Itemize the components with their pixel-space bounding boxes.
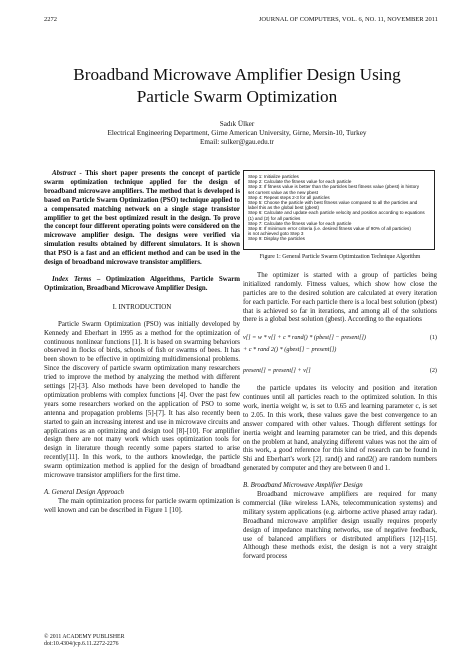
copyright: © 2011 ACADEMY PUBLISHER xyxy=(44,634,125,640)
algorithm-step: Step 6: Calculate and update each particle velocity and position according to equations xyxy=(248,210,425,216)
equation-1-line-2: + c * rand 2() * (gbest[] − present[]) xyxy=(243,346,337,354)
author-block xyxy=(30,120,444,148)
figure-1-algorithm-box xyxy=(243,170,435,250)
equation-1-continued xyxy=(243,346,437,355)
algorithm-step: Step 7: Calculate the fitness value for each particle xyxy=(248,220,352,226)
figure-1-caption: Figure 1: General Particle Swarm Optimization Technique Algorithm xyxy=(259,254,421,260)
author-affiliation: Electrical Engineering Department, Girne American University, Girne, Mersin-10, Turkey xyxy=(107,129,367,138)
algorithm-step: (1) and (2) for all particles xyxy=(248,215,301,221)
section-heading-introduction: I. INTRODUCTION xyxy=(112,302,172,311)
algorithm-step: set current value as the new pbest xyxy=(248,189,318,195)
algorithm-step: Step 8: If minimum error criteria (i.e. desired fitness value of 90% of all particles) xyxy=(248,226,411,232)
author-name: Sadık Ülker xyxy=(219,120,255,128)
title-line-1: Broadband Microwave Amplifier Design Using xyxy=(73,65,401,84)
equation-1-number: (1) xyxy=(429,334,437,342)
equation-1 xyxy=(243,334,437,343)
page-footer xyxy=(44,634,124,648)
abstract-text: - This short paper presents the concept of particle swarm optimization technique applied for the design of broadband microwave amplifiers. The method that is developed is based on Particle Swarm Optimization (PSO) technique applied to a compensated matching network on a single stage transistor amplifier to get the best optimized result in the design. To prove the concept four different operating points were considered on the microwave amplifier design. The designs were verified via simulation results obtained by different simulators. It is shown that PSO is a fast and an efficient method and can be used in the design of broadband microwave transistor amplifiers. xyxy=(44,170,240,267)
algorithm-step: Step 1: Initialize particles xyxy=(248,174,299,179)
algorithm-step: is not achieved goto Step 3 xyxy=(248,231,304,237)
index-terms-text: – Optimization Algorithms, Particle Swarm Optimization, Broadband Microwave Amplifier Design. xyxy=(44,275,240,292)
right-paragraph-2: the particle updates its velocity and position and iteration continues until all particles reach to the optimized solution. In this work, inertia weight w, is set to 0.65 and learning parameter c, is set to 2.05. In this work, these values gave the best convergence to an answer compared with other values. Though different settings for inertia weight and learning parameter can be tried, and this depends on the problem at hand, analyzing different values was not the aim of this work, a good reference for this kind of research can be found in Shi and Eberhart's work [2]. rand() and rand2() are random numbers generated by computer and they are between 0 and 1. xyxy=(243,385,437,473)
title-line-2: Particle Swarm Optimization xyxy=(136,86,338,106)
algorithm-step: Step 3: If fitness value is better than the particles best fitness value (pbest) in history xyxy=(248,184,420,190)
intro-paragraph: Particle Swarm Optimization (PSO) was initially developed by Kennedy and Eberhart in 1995 as a method for the optimization of continuous nonlinear functions [1]. It is based on swarming behaviors observed in flocks of birds, schools of fish or swarms of bees. It has been shown to be effective in optimizing multidimensional problems. Since the discovery of particle swarm optimization many researchers tried to improve the method by analyzing the method with different settings [2]-[3]. Also methods have been developed to handle the optimization problems with complex functions [4]. Over the past few years some researchers worked on the application of PSO to some antenna and propagation problems [5]-[7]. It has also recently been started to gain an increasing interest and use in microwave circuits and applications as an optimizing and design tool [8]-[10]. For amplifier design there are not many work which uses optimization tools for design in literature though recently some papers started to arise recently[11]. In this work, to the authors knowledge, the particle swarm optimization method is applied for the design of broadband microwave transistor amplifiers for the first time. xyxy=(44,320,240,480)
right-column xyxy=(243,170,437,562)
subsection-heading-a: A. General Design Approach xyxy=(44,489,124,496)
abstract xyxy=(44,170,240,268)
subsection-heading-b: B. Broadband Microwave Amplifier Design xyxy=(243,482,363,490)
author-email: Email: sulker@gau.edu.tr xyxy=(200,138,274,147)
index-terms-label: Index Terms xyxy=(52,275,92,283)
page-number: 2272 xyxy=(44,16,57,23)
index-terms xyxy=(44,276,240,294)
subsection-a-paragraph: The main optimization process for particle swarm optimization is well known and can be described in Figure 1 [10]. xyxy=(44,497,240,514)
doi: doi:10.4304/jcp.6.11.2272-2276 xyxy=(44,641,119,647)
left-column xyxy=(44,170,240,516)
algorithm-step: Step 4: Repeat steps 2-3 for all particles xyxy=(248,194,330,200)
paper-title xyxy=(30,64,444,107)
equation-2 xyxy=(243,367,437,376)
subsection-b-paragraph: Broadband microwave amplifiers are required for many commercial (like wireless LANs, telecommunication systems) and military system applications (e.g. airborne active phased array radar). Broadband microwave amplifier design usually requires properly design of impedance matching networks, use of negative feedback, use of balanced amplifiers or distributed amplifiers [12]-[15]. Although these methods exist, the design is not a very straight forward process xyxy=(243,491,437,561)
equation-2-number: (2) xyxy=(429,367,437,375)
abstract-label: Abstract xyxy=(52,170,76,177)
algorithm-step: label this as the global best (gbest) xyxy=(248,205,319,211)
equation-2-body: present[] = present[] + v[] xyxy=(243,367,311,375)
algorithm-step: Step 5: Choose the particle with best fitness value compared to all the particles and xyxy=(248,200,418,206)
algorithm-step: Step 2: Calculate the fitness value for each particle xyxy=(248,179,352,185)
equation-1-line-1: v[] = w * v[] + c * rand() * (pbest[] − present[]) xyxy=(243,334,366,342)
running-header xyxy=(44,16,438,28)
journal-info: JOURNAL OF COMPUTERS, VOL. 6, NO. 11, NOVEMBER 2011 xyxy=(258,16,438,23)
right-paragraph-1: The optimizer is started with a group of particles being initialized randomly. Fitness values, which show how close the particles are to the desired solution are calculated at every iteration for each particle. For each particle there is a local best solution (pbest) that is achieved so far in iterations, and among all of the solutions there is a global best solution (gbest). According to the equations xyxy=(243,271,437,324)
algorithm-step: Step 9: Display the particles xyxy=(248,236,305,242)
